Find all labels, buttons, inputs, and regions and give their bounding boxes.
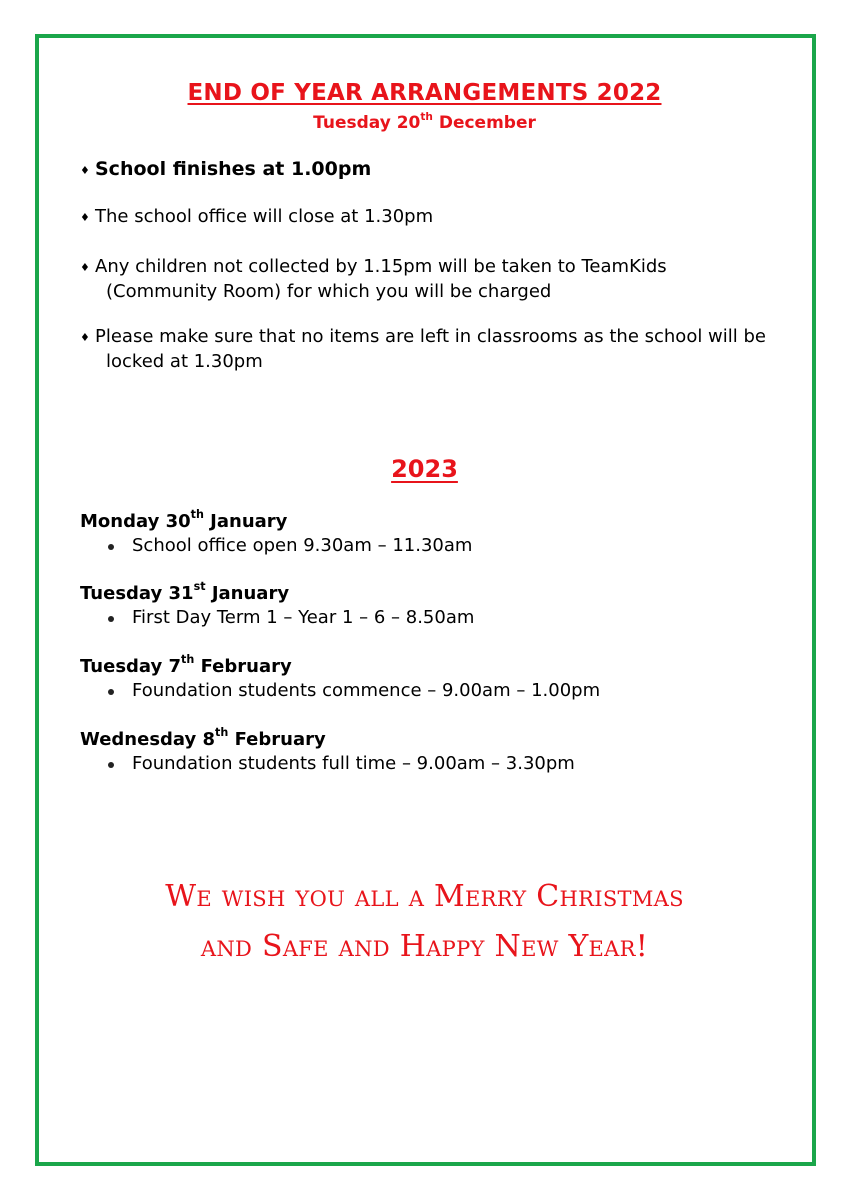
date-heading: Monday 30th January bbox=[80, 508, 288, 532]
list-item-text: Please make sure that no items are left in classrooms as the school will be bbox=[95, 326, 767, 347]
list-item bbox=[80, 157, 371, 182]
bullet-dot-icon bbox=[108, 616, 114, 622]
bullet-dot-icon bbox=[108, 544, 114, 550]
date-item: First Day Term 1 – Year 1 – 6 – 8.50am bbox=[80, 605, 780, 631]
diamond-bullet-icon: ♦ bbox=[80, 331, 90, 344]
bullet-dot-icon bbox=[108, 689, 114, 695]
greeting-line-1: We wish you all a Merry Christmas bbox=[165, 879, 684, 914]
date-heading: Tuesday 31st January bbox=[80, 580, 290, 604]
date-heading: Tuesday 7th February bbox=[80, 653, 292, 677]
date-entry bbox=[80, 653, 780, 704]
date-item: School office open 9.30am – 11.30am bbox=[80, 533, 780, 559]
bullet-dot-icon bbox=[108, 762, 114, 768]
list-item-continuation: (Community Room) for which you will be charged bbox=[106, 281, 552, 302]
list-item-continuation: locked at 1.30pm bbox=[106, 351, 263, 372]
date-item: Foundation students commence – 9.00am – 1.00pm bbox=[80, 678, 780, 704]
list-item-text: The school office will close at 1.30pm bbox=[95, 206, 434, 227]
subtitle-day: Tuesday 20 bbox=[313, 113, 421, 133]
list-item bbox=[80, 324, 795, 374]
diamond-bullet-icon: ♦ bbox=[80, 261, 90, 274]
list-item-text: School finishes at 1.00pm bbox=[95, 158, 372, 180]
date-heading: Wednesday 8th February bbox=[80, 726, 326, 750]
page-title: END OF YEAR ARRANGEMENTS 2022 bbox=[187, 80, 662, 106]
date-entry bbox=[80, 580, 780, 631]
subtitle-day-suffix: th bbox=[420, 110, 433, 123]
page-subtitle bbox=[0, 110, 849, 133]
list-item bbox=[80, 204, 433, 229]
list-item-text: Any children not collected by 1.15pm will be taken to TeamKids bbox=[95, 256, 667, 277]
diamond-bullet-icon: ♦ bbox=[80, 211, 90, 224]
subtitle-month: December bbox=[432, 113, 536, 133]
date-item: Foundation students full time – 9.00am – 3.30pm bbox=[80, 751, 780, 777]
date-entry bbox=[80, 508, 780, 559]
year-heading: 2023 bbox=[391, 455, 458, 483]
greeting-line-2: and Safe and Happy New Year! bbox=[200, 929, 649, 964]
list-item bbox=[80, 254, 795, 304]
date-entry bbox=[80, 726, 780, 777]
greeting-message bbox=[0, 872, 849, 972]
diamond-bullet-icon: ♦ bbox=[80, 164, 90, 177]
